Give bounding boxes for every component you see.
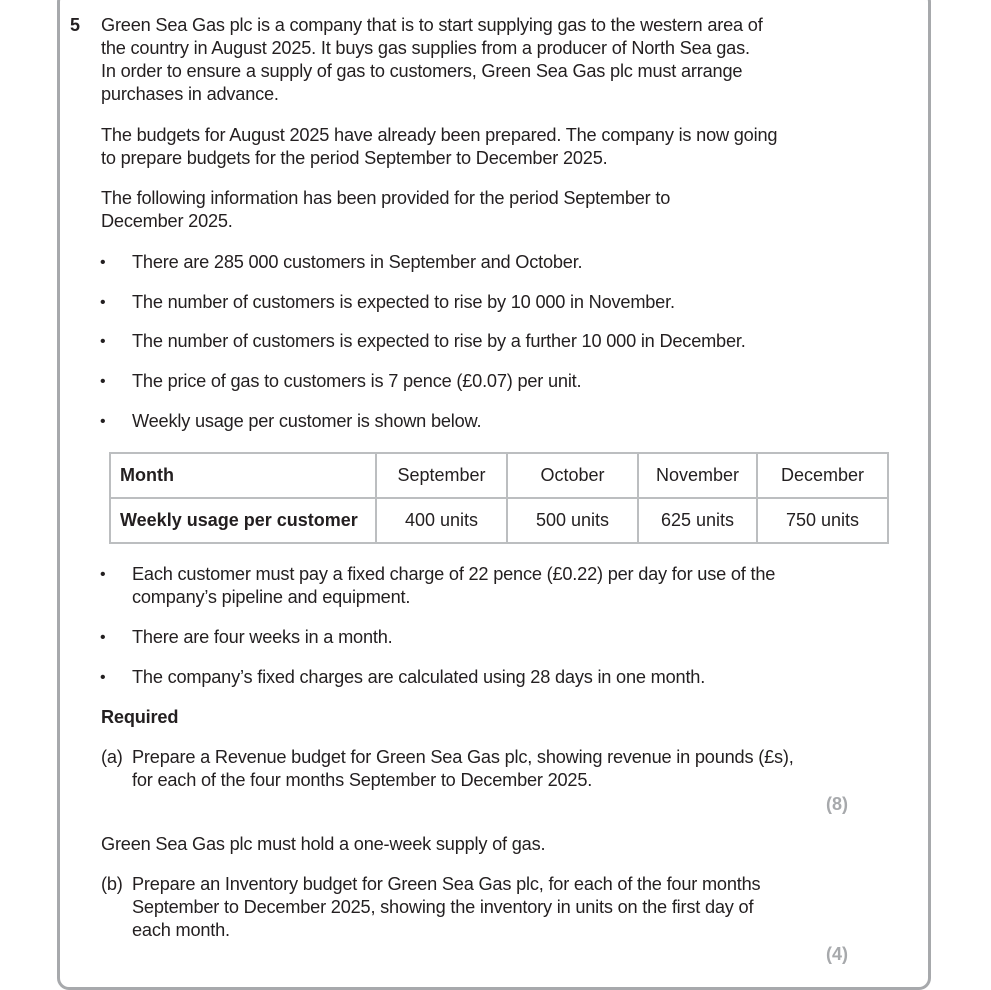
bullet-icon: • (100, 333, 106, 350)
part-a-label: (a) (101, 747, 123, 767)
paragraph-line: The budgets for August 2025 have already been prepared. The company is now going (101, 125, 778, 145)
bullet-icon: • (100, 294, 106, 311)
table-cell: 625 units (638, 498, 757, 543)
bullet-item: The company’s fixed charges are calculated using 28 days in one month. (132, 667, 706, 687)
paragraph-line: to prepare budgets for the period September to December 2025. (101, 148, 608, 168)
part-a-marks: (8) (826, 794, 848, 814)
table-cell: December (757, 453, 888, 498)
required-heading: Required (101, 707, 179, 727)
bullet-icon: • (100, 373, 106, 390)
budgets-paragraph (101, 124, 777, 170)
part-a-line: Prepare a Revenue budget for Green Sea Gas plc, showing revenue in pounds (£s), (132, 747, 794, 767)
table-cell: November (638, 453, 757, 498)
bullet-icon: • (100, 669, 106, 686)
intro-line: In order to ensure a supply of gas to customers, Green Sea Gas plc must arrange (101, 61, 743, 81)
supply-note: Green Sea Gas plc must hold a one-week supply of gas. (101, 834, 546, 854)
table-cell: October (507, 453, 638, 498)
usage-table (109, 452, 889, 544)
part-b-marks: (4) (826, 944, 848, 964)
table-cell: September (376, 453, 507, 498)
intro-paragraph (101, 14, 763, 106)
paragraph-line: The following information has been provided for the period September to (101, 188, 671, 208)
bullet-line: Each customer must pay a fixed charge of 22 pence (£0.22) per day for use of the (132, 564, 776, 584)
question-number: 5 (70, 15, 81, 35)
table-cell: 400 units (376, 498, 507, 543)
part-b-line: Prepare an Inventory budget for Green Sea Gas plc, for each of the four months (132, 874, 761, 894)
part-b-line: each month. (132, 920, 230, 940)
intro-line: purchases in advance. (101, 84, 279, 104)
bullet-item: The number of customers is expected to rise by 10 000 in November. (132, 292, 675, 312)
intro-line: Green Sea Gas plc is a company that is to start supplying gas to the western area of (101, 15, 763, 35)
bullet-icon: • (100, 413, 106, 430)
bullet-item: There are 285 000 customers in September and October. (132, 252, 583, 272)
part-b-text (132, 873, 760, 942)
bullet-item: The price of gas to customers is 7 pence (£0.07) per unit. (132, 371, 582, 391)
row-header: Weekly usage per customer (110, 498, 376, 543)
info-paragraph (101, 187, 670, 233)
part-a-text (132, 746, 794, 792)
bullet-item (132, 563, 775, 609)
bullet-item: There are four weeks in a month. (132, 627, 393, 647)
bullet-icon: • (100, 629, 106, 646)
table-row (110, 453, 888, 498)
table-cell: 750 units (757, 498, 888, 543)
paragraph-line: December 2025. (101, 211, 233, 231)
bullet-icon: • (100, 566, 106, 583)
bullet-item: The number of customers is expected to rise by a further 10 000 in December. (132, 331, 746, 351)
part-b-line: September to December 2025, showing the inventory in units on the first day of (132, 897, 754, 917)
table-row (110, 498, 888, 543)
bullet-icon: • (100, 254, 106, 271)
intro-line: the country in August 2025. It buys gas supplies from a producer of North Sea gas. (101, 38, 750, 58)
table-cell: 500 units (507, 498, 638, 543)
part-b-label: (b) (101, 874, 123, 894)
bullet-line: company’s pipeline and equipment. (132, 587, 411, 607)
bullet-item: Weekly usage per customer is shown below. (132, 411, 482, 431)
part-a-line: for each of the four months September to December 2025. (132, 770, 593, 790)
row-header: Month (110, 453, 376, 498)
